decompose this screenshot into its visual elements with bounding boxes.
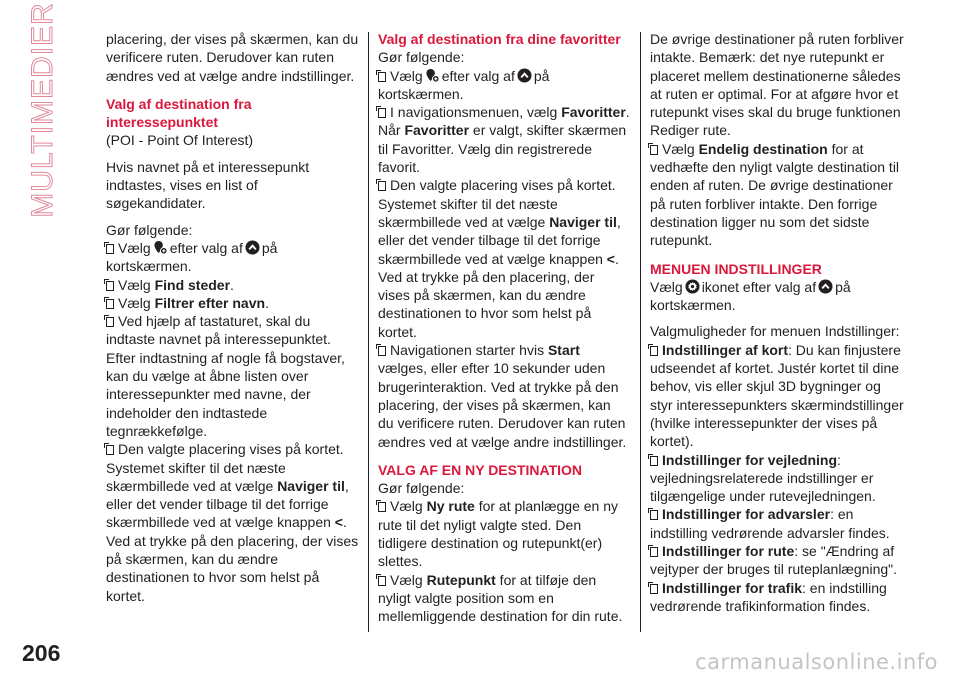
- gear-icon: [685, 279, 700, 294]
- destination-pin-icon: [425, 68, 440, 83]
- paragraph: Gør følgende:: [378, 49, 465, 66]
- step-bullet-icon: [106, 445, 114, 455]
- step: Ved hjælp af tastaturet, skal du indtaste navnet på interessepunktet. Efter indtastning af nogle få bogstaver, kan du vælge at åbne listen over interessepunkter med navne, der indeholder den indtastede tegnrækkefølge.: [106, 313, 345, 439]
- column-divider: [368, 32, 369, 632]
- step-bullet-icon: [650, 456, 658, 466]
- watermark: carmanualsonline.info: [695, 650, 938, 674]
- option: Indstillinger for trafik: en indstilling vedrørende trafikinformation findes.: [650, 579, 887, 614]
- option: Indstillinger for rute: se "Ændring af vejtyper der bruges til ruteplanlægning".: [650, 543, 897, 578]
- destination-pin-icon: [153, 240, 168, 255]
- section-heading: Valg af destination fra interessepunktet: [106, 95, 252, 131]
- step-bullet-icon: [378, 502, 386, 512]
- step: Navigationen starter hvis Start vælges, eller efter 10 sekunder uden brugerinteraktion. Ved at trykke på den placering, der vises på skærmen, kan du verificere ruten. Derudover kan ruten ændres ved at vælge andre indstillinger.: [378, 342, 627, 450]
- section-heading: MENUEN INDSTILLINGER: [650, 260, 822, 277]
- step: Vælg Ny rute for at planlægge en ny rute til det nyligt valgte sted. Den tidligere destination og rutepunkt(er) slettes.: [378, 498, 619, 570]
- paragraph: (POI - Point Of Interest): [106, 132, 254, 149]
- section-side-title: MULTIMEDIER: [26, 2, 59, 218]
- section-heading: Valg af destination fra dine favoritter: [378, 31, 621, 47]
- step-bullet-icon: [650, 510, 658, 520]
- section-heading: VALG AF EN NY DESTINATION: [378, 461, 583, 478]
- column-3: [650, 30, 904, 615]
- step-bullet-icon: [106, 317, 114, 327]
- step-bullet-icon: [378, 576, 386, 586]
- paragraph: Vælg ikonet efter valg af på kortskærmen.: [650, 278, 851, 314]
- chevron-up-icon: [818, 279, 833, 294]
- paragraph: Gør følgende:: [106, 221, 193, 238]
- step: Vælg Endelig destination for at vedhæfte den nyligt valgte destination til enden af ruten. De øvrige destinationer på ruten forbliver intakte. Den forrige destination ligger nu som det sidste rutepunkt.: [650, 140, 900, 249]
- step-bullet-icon: [378, 72, 386, 82]
- option: Indstillinger af kort: Du kan finjustere udseendet af kortet. Justér kortet til dine behov, vis eller skjul 3D bygninger og styr interessepunkters skærmindstillinger (hvilke interessepunkter der vises på kortet).: [650, 341, 904, 450]
- page-number: 206: [22, 640, 61, 666]
- step-bullet-icon: [650, 584, 658, 594]
- step: Vælg Find steder.: [106, 276, 360, 294]
- step-bullet-icon: [106, 281, 114, 291]
- paragraph: Hvis navnet på et interessepunkt indtastes, vises en list of søgekandidater.: [106, 158, 310, 212]
- column-divider: [640, 32, 641, 632]
- paragraph: Valgmuligheder for menuen Indstillinger:: [650, 323, 900, 340]
- column-1: [106, 30, 360, 605]
- step: Vælg Filtrer efter navn.: [106, 294, 360, 312]
- column-2: [378, 30, 630, 626]
- step-bullet-icon: [650, 346, 658, 356]
- step: Vælg Rutepunkt for at tilføje den nyligt valgte position som en mellemliggende destination for din rute.: [378, 571, 623, 625]
- step-bullet-icon: [106, 299, 114, 309]
- step-bullet-icon: [378, 181, 386, 191]
- option: Indstillinger for advarsler: en indstilling vedrørende advarsler findes.: [650, 506, 890, 541]
- paragraph: Gør følgende:: [378, 480, 465, 497]
- option: Indstillinger for vejledning: vejledningsrelaterede indstillinger er tilgængelige under rutevejledningen.: [650, 451, 876, 505]
- step-bullet-icon: [650, 145, 658, 155]
- step-bullet-icon: [650, 547, 658, 557]
- chevron-up-icon: [517, 68, 532, 83]
- chevron-up-icon: [245, 240, 260, 255]
- step-bullet-icon: [378, 108, 386, 118]
- paragraph: placering, der vises på skærmen, kan du verificere ruten. Derudover kan ruten ændres ved at vælge andre indstillinger.: [106, 31, 359, 84]
- step: Den valgte placering vises på kortet. Systemet skifter til det næste skærmbillede ved at vælge Naviger til, eller det vender tilbage til det forrige skærmbillede ved at vælge knappen <. Ved at trykke på den placering, der vises på skærmen, kan du ændre destinationen to hvor som helst på kortet.: [106, 441, 359, 604]
- step-bullet-icon: [378, 346, 386, 356]
- step: Vælg efter valg af på kortskærmen.: [106, 239, 278, 275]
- step: I navigationsmenuen, vælg Favoritter. Når Favoritter er valgt, skifter skærmen til Favoritter. Vælg din registrerede favorit.: [378, 104, 630, 176]
- step: Den valgte placering vises på kortet. Systemet skifter til det næste skærmbillede ved at vælge Naviger til, eller det vender tilbage til det forrige skærmbillede ved at vælge knappen <. Ved at trykke på den placering, der vises på skærmen, kan du ændre destinationen to hvor som helst på kortet.: [378, 177, 621, 340]
- step: Vælg efter valg af på kortskærmen.: [378, 67, 550, 102]
- paragraph: De øvrige destinationer på ruten forbliver intakte. Bemærk: det nye rutepunkt er placeret mellem destinationerne således at ruten er optimal. For at afgøre hvor et rutepunkt vises skal du bruge funktionen Rediger rute.: [650, 31, 904, 139]
- step-bullet-icon: [106, 244, 114, 254]
